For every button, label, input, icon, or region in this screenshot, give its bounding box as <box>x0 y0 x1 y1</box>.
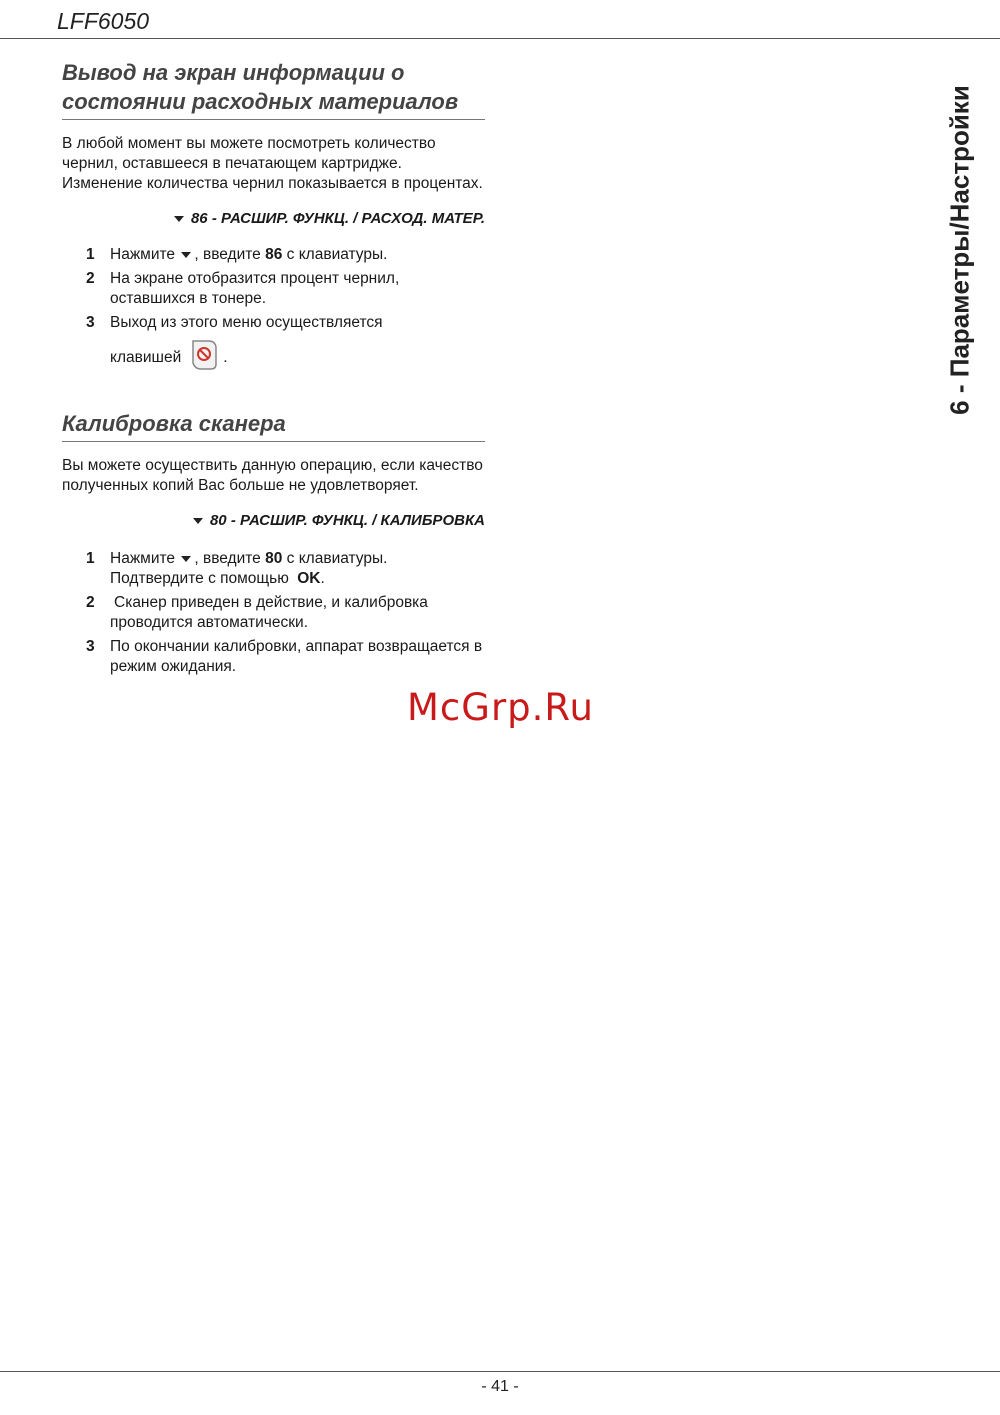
list-item <box>62 269 485 309</box>
step-number: 2 <box>86 594 95 611</box>
section-title <box>62 58 485 116</box>
step-number: 3 <box>86 638 95 655</box>
step-text: с клавиатуры. <box>286 550 388 567</box>
menu-path-text: 80 - РАСШИР. ФУНКЦ. / КАЛИБРОВКА <box>209 512 485 529</box>
section-consumables-status <box>62 58 485 375</box>
section-title-underline <box>62 441 485 442</box>
steps-list <box>62 549 485 677</box>
section-title-line2: состоянии расходных материалов <box>62 89 459 114</box>
step-text: , введите <box>194 550 261 567</box>
step-number: 1 <box>86 550 95 567</box>
page-number: - 41 - <box>481 1378 519 1395</box>
section-intro-paragraph: Вы можете осуществить данную операцию, если качество полученных копий Вас больше не удовлетворяет. <box>62 457 483 494</box>
list-item <box>62 245 485 265</box>
menu-path <box>62 512 485 529</box>
down-arrow-icon <box>181 252 191 258</box>
ok-key-label: OK <box>297 570 321 587</box>
list-item <box>62 637 485 677</box>
list-item <box>62 549 485 589</box>
step-text: По окончании калибровки, аппарат возвращается в режим ожидания. <box>110 638 483 675</box>
step-number: 1 <box>86 246 95 263</box>
step-text: Нажмите <box>110 550 176 567</box>
chapter-side-tab <box>935 40 985 460</box>
header-divider <box>0 38 1000 39</box>
document-model-title: LFF6050 <box>57 8 150 34</box>
menu-path-text: 86 - РАСШИР. ФУНКЦ. / РАСХОД. МАТЕР. <box>190 210 485 227</box>
list-item <box>62 313 485 375</box>
menu-path <box>62 210 485 227</box>
step-text: , введите <box>194 246 261 263</box>
down-arrow-icon <box>181 556 191 562</box>
step-text: . <box>320 570 325 587</box>
stop-key-icon <box>189 338 219 378</box>
footer-divider <box>0 1371 1000 1372</box>
chapter-tab-label: 6 - Параметры/Настройки <box>944 85 975 415</box>
section-scanner-calibration <box>62 409 485 677</box>
step-text: Нажмите <box>110 246 176 263</box>
site-watermark: McGrp.Ru <box>407 686 594 729</box>
steps-list <box>62 245 485 375</box>
step-text: Подтвердите с помощью <box>110 570 289 587</box>
section-title: Калибровка сканера <box>62 411 286 436</box>
list-item <box>62 593 485 633</box>
step-text: клавишей <box>110 349 182 366</box>
step-text: . <box>223 349 228 366</box>
section-title-line1: Вывод на экран информации о <box>62 60 405 85</box>
step-text: На экране отобразится процент чернил, оставшихся в тонере. <box>110 270 400 307</box>
menu-code: 80 <box>265 550 283 567</box>
down-arrow-icon <box>174 216 184 222</box>
section-title-underline <box>62 119 485 120</box>
down-arrow-icon <box>193 518 203 524</box>
step-text: Выход из этого меню осуществляется <box>110 314 383 331</box>
step-text: с клавиатуры. <box>286 246 388 263</box>
step-number: 2 <box>86 270 95 287</box>
section-intro-paragraph: В любой момент вы можете посмотреть количество чернил, оставшееся в печатающем картридже. Изменение количества чернил показывается в процентах. <box>62 135 483 192</box>
menu-code: 86 <box>265 246 283 263</box>
step-text: Сканер приведен в действие, и калибровка проводится автоматически. <box>110 594 428 631</box>
step-number: 3 <box>86 314 95 331</box>
